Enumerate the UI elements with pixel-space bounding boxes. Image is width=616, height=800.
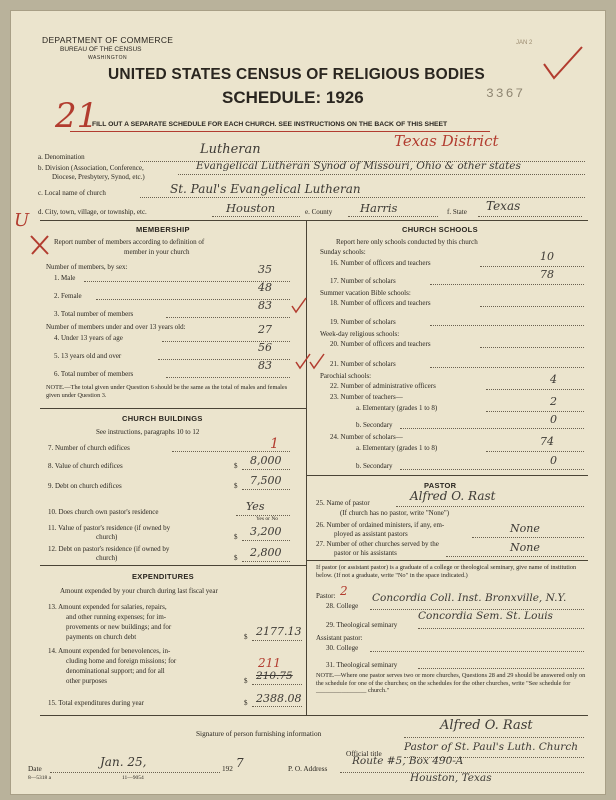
form-title: UNITED STATES CENSUS OF RELIGIOUS BODIES	[108, 66, 485, 83]
q13-label-a: 13. Amount expended for salaries, repairs,	[48, 603, 167, 611]
q24b-value[interactable]: 0	[550, 454, 557, 467]
date-line	[50, 772, 220, 773]
state-line	[478, 216, 582, 217]
q13-dollar: $	[244, 633, 248, 641]
q18-label: 18. Number of officers and teachers	[330, 299, 431, 307]
q23-label: 23. Number of teachers—	[330, 393, 403, 401]
q12-label-2: church)	[96, 554, 118, 562]
denomination-value[interactable]: Lutheran	[200, 142, 261, 157]
q10-hint: Yes or No	[256, 516, 279, 522]
state-label: f. State	[447, 208, 467, 216]
rule-graduate	[306, 560, 588, 561]
official-title-label: Official title	[346, 749, 382, 758]
red-mark-21: 21	[55, 96, 99, 136]
county-value[interactable]: Harris	[360, 201, 398, 215]
pastor-note: NOTE.—Where one pastor serves two or more churches, Questions 28 and 29 should be answered only on the schedule for one of the churches; on the schedules for the other churches, write "See schedule for ________________ church."	[316, 672, 586, 694]
q27-line	[446, 556, 584, 557]
q26-label-b: ployed as assistant pastors	[334, 530, 408, 538]
q7-value[interactable]: 1	[270, 436, 279, 452]
q17-value[interactable]: 78	[540, 268, 554, 281]
q14-red-value: 211	[258, 656, 281, 670]
q28-label: 28. College	[326, 602, 359, 610]
q22-line	[486, 389, 584, 390]
q17-line	[430, 284, 584, 285]
q14-line	[252, 684, 302, 685]
q31-line	[418, 668, 584, 669]
q6-value[interactable]: 83	[258, 359, 272, 372]
q23b-line	[400, 428, 584, 429]
membership-sex-intro: Number of members, by sex:	[46, 263, 128, 271]
q24a-value[interactable]: 74	[540, 435, 554, 448]
q23b-label: b. Secondary	[356, 421, 393, 429]
q4-label: 4. Under 13 years of age	[54, 334, 123, 342]
q8-value[interactable]: 8,000	[250, 454, 282, 467]
county-line	[348, 216, 438, 217]
q10-label: 10. Does church own pastor's residence	[48, 508, 159, 516]
division-label-2: Diocese, Presbytery, Synod, etc.)	[52, 173, 145, 181]
city-value[interactable]: Houston	[226, 201, 276, 215]
q19-label: 19. Number of scholars	[330, 318, 396, 326]
q3-line	[166, 317, 290, 318]
po-address-label: P. O. Address	[288, 764, 328, 773]
assistant-subheading: Assistant pastor:	[316, 634, 363, 642]
q15-label: 15. Total expenditures during year	[48, 699, 144, 707]
q14-label-a: 14. Amount expended for benevolences, in-	[48, 647, 171, 655]
q15-line	[252, 706, 302, 707]
pastor-subheading: Pastor:	[316, 592, 336, 600]
buildings-heading: CHURCH BUILDINGS	[122, 414, 203, 423]
q2-value[interactable]: 48	[258, 281, 272, 294]
q3-label: 3. Total number of members	[54, 310, 134, 318]
q7-label: 7. Number of church edifices	[48, 444, 130, 452]
serial-stamp: 3367	[486, 86, 526, 101]
table-bottom-rule	[40, 715, 588, 716]
q22-label: 22. Number of administrative officers	[330, 382, 436, 390]
district-red-note: Texas District	[394, 132, 499, 150]
local-name-value[interactable]: St. Paul's Evangelical Lutheran	[170, 182, 361, 196]
q28-value[interactable]: Concordia Coll. Inst. Bronxville, N.Y.	[372, 592, 567, 604]
q13-label-c: provements or new buildings; and for	[66, 623, 172, 631]
po-address-value[interactable]: Route #5, Box 490-A	[352, 755, 464, 767]
q29-label: 29. Theological seminary	[326, 621, 398, 629]
q16-value[interactable]: 10	[540, 250, 554, 263]
q13-label-b: and other running expenses; for im-	[66, 613, 167, 621]
red-tick-q3	[290, 296, 308, 316]
year-value[interactable]: 7	[236, 756, 244, 770]
q6-label: 6. Total number of members	[54, 370, 134, 378]
q29-value[interactable]: Concordia Sem. St. Louis	[418, 610, 553, 622]
q23a-line	[486, 411, 584, 412]
q1-label: 1. Male	[54, 274, 76, 282]
q11-label-2: church)	[96, 533, 118, 541]
q31-label: 31. Theological seminary	[326, 661, 398, 669]
date-label: Date	[28, 764, 42, 773]
q11-line	[242, 540, 290, 541]
q6-line	[166, 377, 290, 378]
county-label: e. County	[305, 208, 333, 216]
membership-sub-1: Report number of members according to definition of	[54, 238, 205, 246]
q11-dollar: $	[234, 533, 238, 541]
q8-dollar: $	[234, 462, 238, 470]
rule-pastor	[306, 475, 588, 476]
schools-sub: Report here only schools conducted by this church	[336, 238, 478, 246]
q9-dollar: $	[234, 482, 238, 490]
membership-note: NOTE.—The total given under Question 6 should be the same as the total of males and females given under Question 3.	[46, 384, 288, 399]
q20-line	[480, 347, 584, 348]
instruction-line: FILL OUT A SEPARATE SCHEDULE FOR EACH CHURCH. SEE INSTRUCTIONS ON THE BACK OF THIS SHEET	[92, 121, 448, 128]
q15-dollar: $	[244, 699, 248, 707]
q26-line	[472, 537, 584, 538]
q27-label-a: 27. Number of other churches served by the	[316, 540, 439, 548]
q24a-label: a. Elementary (grades 1 to 8)	[356, 444, 438, 452]
denomination-label: a. Denomination	[38, 153, 85, 161]
red-tick-q21	[308, 352, 326, 372]
parochial-label: Parochial schools:	[320, 372, 372, 380]
signature-label: Signature of person furnishing information	[196, 729, 322, 738]
table-top-rule	[40, 220, 588, 221]
q5-value[interactable]: 56	[258, 341, 272, 354]
q8-line	[242, 469, 290, 470]
summer-label: Summer vacation Bible schools:	[320, 289, 411, 297]
q15-value[interactable]: 2388.08	[256, 692, 302, 705]
q12-dollar: $	[234, 554, 238, 562]
city-field-label: d. City, town, village, or township, etc.	[38, 208, 147, 216]
q19-line	[430, 325, 584, 326]
q16-line	[480, 266, 584, 267]
year-prefix: 192	[222, 764, 233, 773]
q12-line	[242, 561, 290, 562]
q18-line	[480, 306, 584, 307]
signature-line	[404, 737, 584, 738]
q25-hint: (If church has no pastor, write "None")	[340, 509, 450, 517]
q23b-value[interactable]: 0	[550, 413, 557, 426]
q4-value[interactable]: 27	[258, 323, 272, 336]
q1-value[interactable]: 35	[258, 263, 272, 276]
received-stamp: JAN 2	[516, 40, 533, 46]
q5-label: 5. 13 years old and over	[54, 352, 122, 360]
graduate-note: If pastor (or assistant pastor) is a graduate of a college or theological seminary, give name of institution below. (If not a graduate, write "No" in the space indicated.)	[316, 564, 577, 579]
q9-label: 9. Debt on church edifices	[48, 482, 122, 490]
q14-label-d: other purposes	[66, 677, 108, 685]
column-divider	[306, 220, 307, 715]
weekday-label: Week-day religious schools:	[320, 330, 400, 338]
q14-label-c: denominational support; and for all	[66, 667, 165, 675]
sunday-label: Sunday schools:	[320, 248, 366, 256]
division-label: b. Division (Association, Conference,	[38, 164, 144, 172]
q13-value[interactable]: 2177.13	[256, 625, 302, 638]
local-name-line	[140, 197, 585, 198]
q14-value[interactable]: 210.75	[256, 670, 293, 682]
q23a-label: a. Elementary (grades 1 to 8)	[356, 404, 438, 412]
q23a-value[interactable]: 2	[550, 395, 557, 408]
q8-label: 8. Value of church edifices	[48, 462, 123, 470]
q25-label: 25. Name of pastor	[316, 499, 370, 507]
q25-line	[396, 506, 584, 507]
q24b-line	[400, 469, 584, 470]
q27-label-b: pastor or his assistants	[334, 549, 397, 557]
form-number: 8—5318 a	[28, 775, 52, 781]
buildings-sub: See instructions, paragraphs 10 to 12	[96, 428, 200, 436]
membership-age-intro: Number of members under and over 13 years old:	[46, 323, 186, 331]
state-value[interactable]: Texas	[486, 199, 521, 213]
official-title-value[interactable]: Pastor of St. Paul's Luth. Church	[404, 741, 578, 753]
q17-label: 17. Number of scholars	[330, 277, 396, 285]
q24-label: 24. Number of scholars—	[330, 433, 403, 441]
q12-label: 12. Debt on pastor's residence (if owned by	[48, 545, 170, 553]
q24a-line	[486, 451, 584, 452]
expenditures-sub: Amount expended by your church during last fiscal year	[60, 587, 218, 595]
q3-value[interactable]: 83	[258, 299, 272, 312]
q22-value[interactable]: 4	[550, 373, 557, 386]
signature-value[interactable]: Alfred O. Rast	[440, 718, 533, 733]
q30-label: 30. College	[326, 644, 359, 652]
membership-sub-2: member in your church	[124, 248, 190, 256]
q10-value[interactable]: Yes	[246, 500, 265, 513]
po-address-value-2[interactable]: Houston, Texas	[410, 772, 492, 784]
membership-heading: MEMBERSHIP	[136, 225, 190, 234]
q11-value[interactable]: 3,200	[250, 525, 282, 538]
q26-label-a: 26. Number of ordained ministers, if any, em-	[316, 521, 445, 529]
q9-line	[242, 489, 290, 490]
q24b-label: b. Secondary	[356, 462, 393, 470]
q11-label: 11. Value of pastor's residence (if owned by	[48, 524, 171, 532]
q20-label: 20. Number of officers and teachers	[330, 340, 431, 348]
city-label: WASHINGTON	[88, 55, 128, 61]
rule-buildings	[40, 408, 306, 409]
schedule-title: SCHEDULE: 1926	[222, 88, 364, 107]
red-check-mark	[540, 44, 586, 84]
expenditures-heading: EXPENDITURES	[132, 572, 194, 581]
date-value[interactable]: Jan. 25,	[100, 755, 147, 769]
q13-label-d: payments on church debt	[66, 633, 137, 641]
q14-dollar: $	[244, 677, 248, 685]
pastor-heading: PASTOR	[424, 481, 457, 490]
q14-label-b: cluding home and foreign missions; for	[66, 657, 177, 665]
division-value[interactable]: Evangelical Lutheran Synod of Missouri, Ohio & other states	[196, 160, 521, 172]
q13-line	[252, 640, 302, 641]
q21-label: 21. Number of scholars	[330, 360, 396, 368]
rule-expenditures	[40, 565, 306, 566]
q9-value[interactable]: 7,500	[250, 474, 282, 487]
print-number: 11—9054	[122, 775, 144, 781]
bureau-label: BUREAU OF THE CENSUS	[60, 46, 142, 53]
local-name-label: c. Local name of church	[38, 189, 106, 197]
q12-value[interactable]: 2,800	[250, 546, 282, 559]
division-line	[178, 174, 585, 175]
q27-value[interactable]: None	[510, 541, 540, 554]
red-x-mark	[28, 232, 52, 258]
red-mark-u: U	[14, 210, 30, 231]
q16-label: 16. Number of officers and teachers	[330, 259, 431, 267]
city-line	[212, 216, 300, 217]
q25-value[interactable]: Alfred O. Rast	[410, 489, 496, 503]
red-mark-2: 2	[340, 584, 348, 598]
department-label: DEPARTMENT OF COMMERCE	[42, 35, 174, 45]
schools-heading: CHURCH SCHOOLS	[402, 225, 478, 234]
q26-value[interactable]: None	[510, 522, 540, 535]
q2-label: 2. Female	[54, 292, 82, 300]
q30-line	[370, 651, 584, 652]
q29-line	[418, 628, 584, 629]
q21-line	[430, 367, 584, 368]
